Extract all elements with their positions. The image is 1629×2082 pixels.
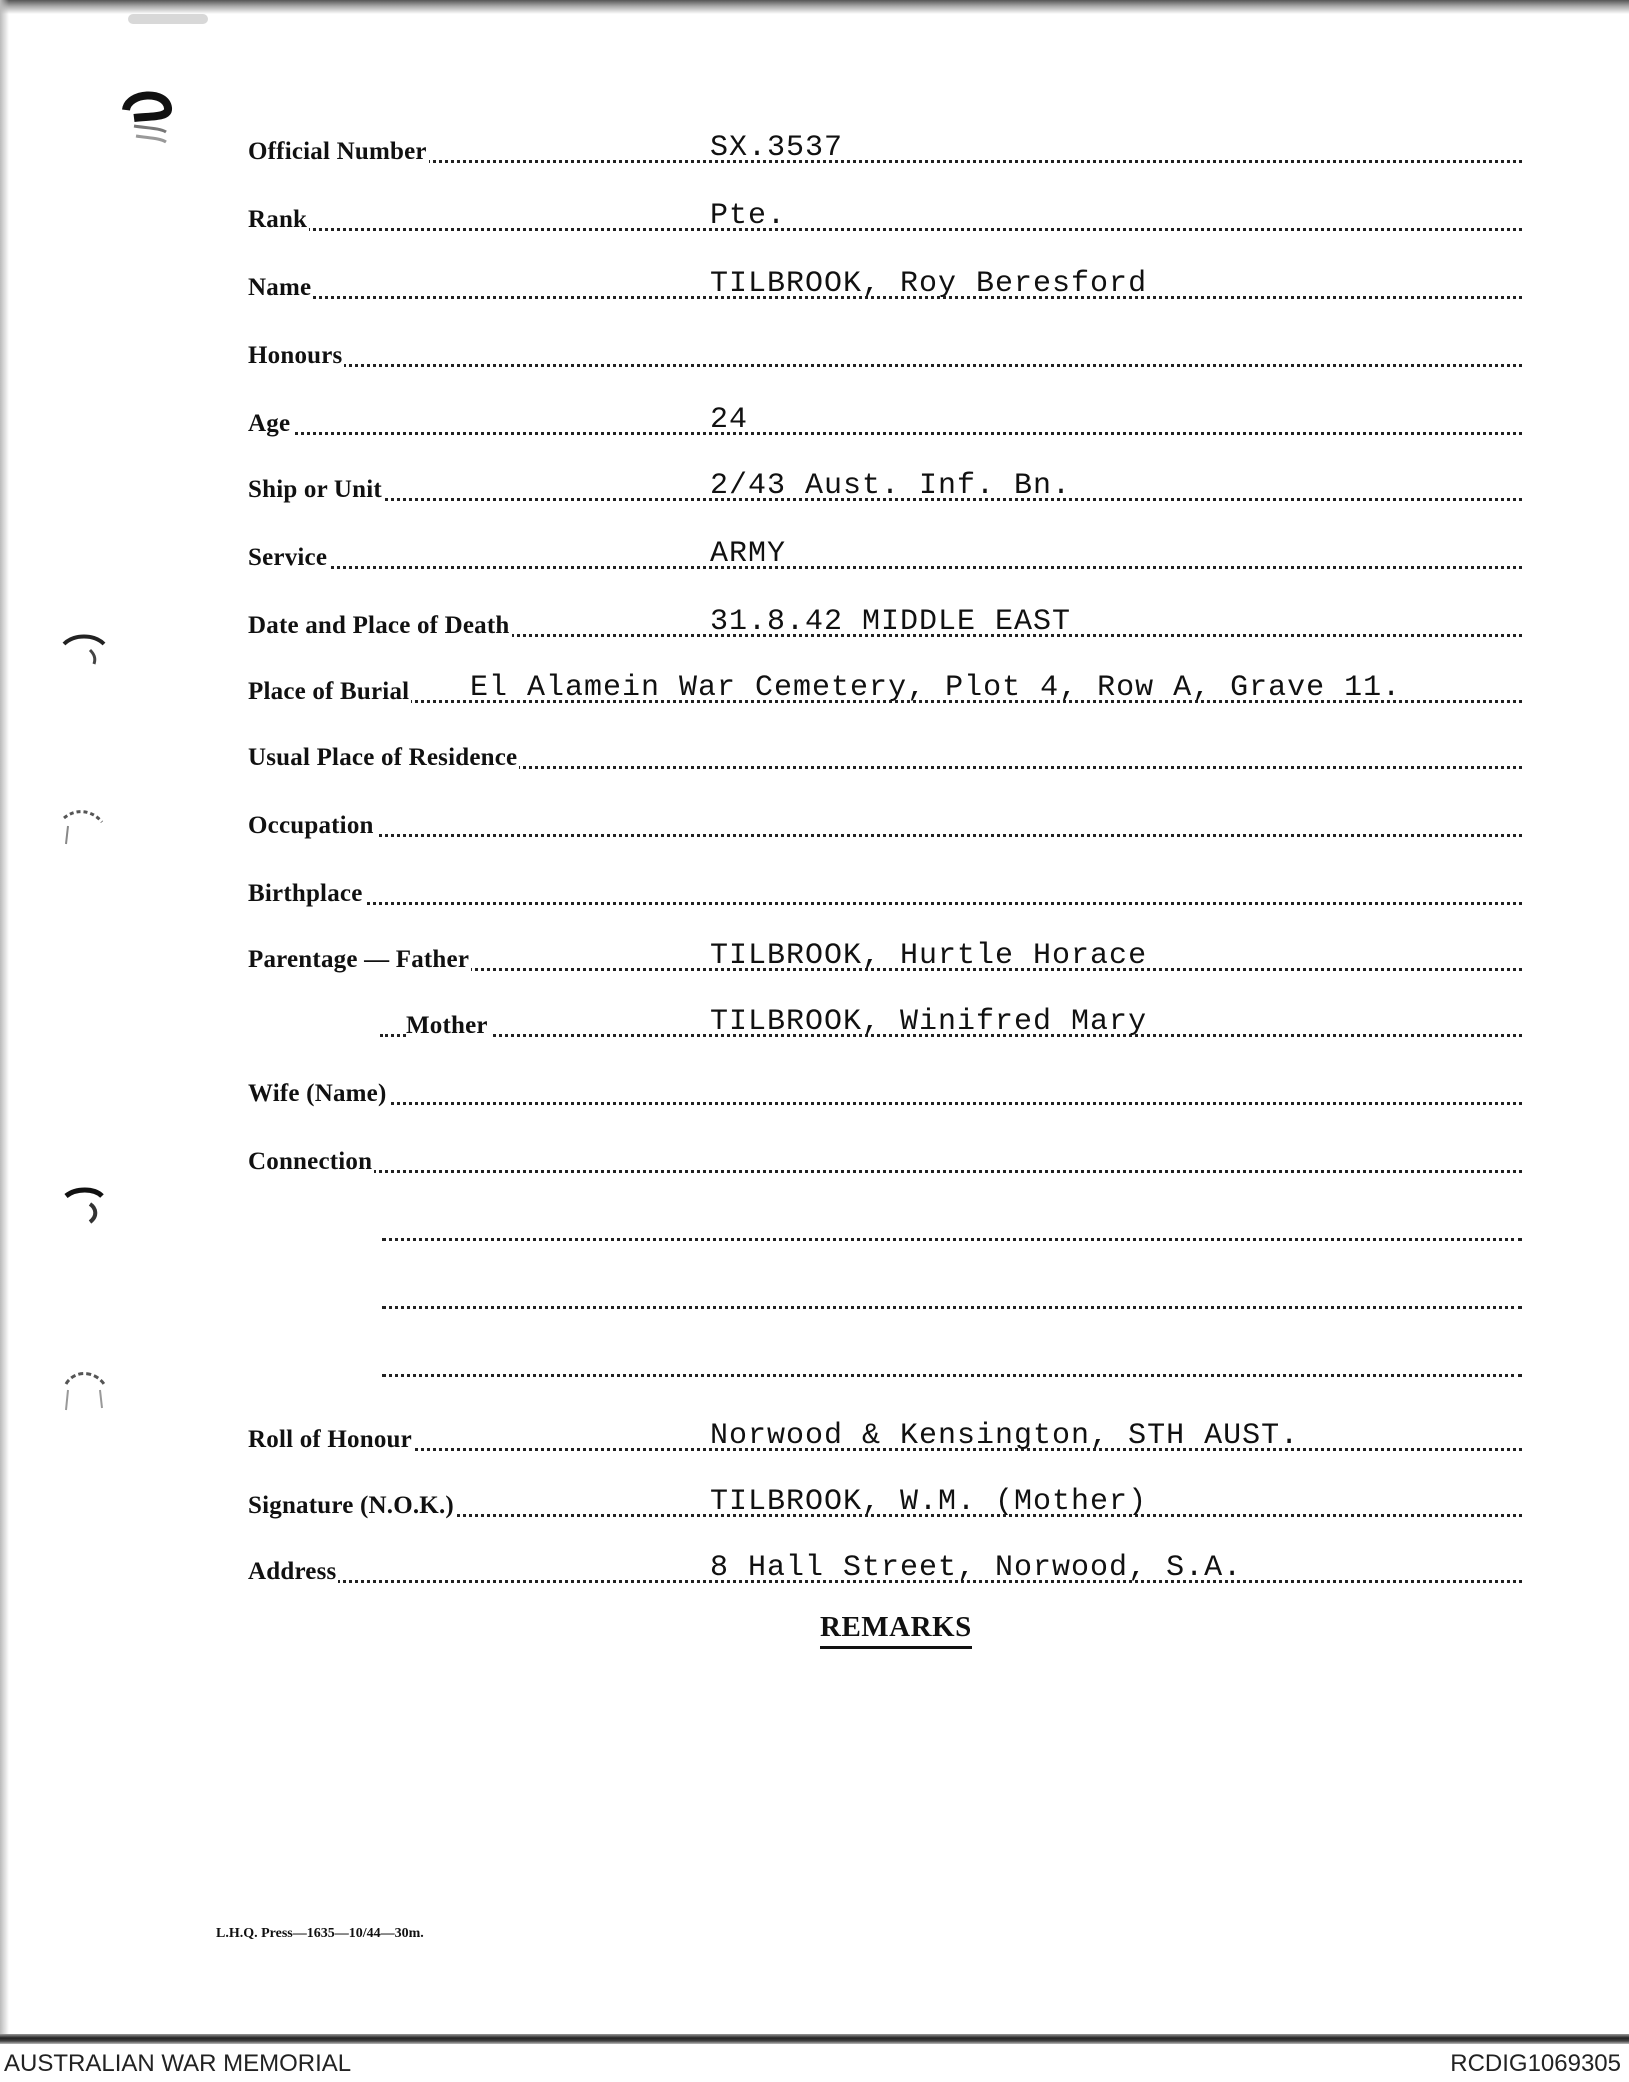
field-label: Address [248,1558,337,1585]
field-official-number [248,130,1522,170]
scan-edge-left [0,0,9,2040]
field-usual-residence [248,736,1522,776]
punch-hole-icon [58,804,110,848]
dotted-leader [248,364,1522,367]
field-connection [248,1140,1522,1180]
field-honours [248,334,1522,374]
scan-edge-top [0,0,1629,14]
connection-blank-line [248,1344,1522,1384]
field-label: Honours [248,342,343,369]
field-ship-or-unit [248,468,1522,508]
field-value: Pte. [710,199,787,233]
field-label: Official Number [248,138,427,165]
field-value: SX.3537 [710,131,844,165]
punch-hole-icon [60,1364,110,1414]
field-value: El Alamein War Cemetery, Plot 4, Row A, Grave 11. [470,671,1402,705]
dotted-leader [248,902,1522,905]
field-label: Mother [406,1012,488,1039]
field-label: Usual Place of Residence [248,744,518,771]
dotted-leader [248,1170,1522,1173]
field-label: Wife (Name) [248,1080,387,1107]
field-value: 24 [710,403,749,437]
remarks-heading: REMARKS [820,1611,972,1649]
field-name [248,266,1522,306]
field-age [248,402,1522,442]
field-value: ARMY [710,537,787,571]
field-label: Birthplace [248,880,363,907]
field-service [248,536,1522,576]
dotted-leader [248,228,1522,231]
field-value: 8 Hall Street, Norwood, S.A. [710,1551,1243,1585]
field-label: Parentage — Father [248,946,470,973]
record-id: RCDIG1069305 [1450,2050,1621,2077]
field-label: Ship or Unit [248,476,382,503]
dotted-leader [382,1238,1522,1241]
field-value: Norwood & Kensington, STH AUST. [710,1419,1300,1453]
punch-hole-icon [60,628,108,668]
field-value: TILBROOK, Winifred Mary [710,1005,1148,1039]
field-label: Roll of Honour [248,1426,412,1453]
field-label: Occupation [248,812,374,839]
field-date-place-of-death [248,604,1522,644]
field-roll-of-honour [248,1418,1522,1458]
field-value: TILBROOK, W.M. (Mother) [710,1485,1148,1519]
dotted-leader [248,432,1522,435]
field-label: Place of Burial [248,678,410,705]
field-value: 31.8.42 MIDDLE EAST [710,605,1072,639]
field-address [248,1550,1522,1590]
field-birthplace [248,872,1522,912]
field-label: Date and Place of Death [248,612,510,639]
connection-blank-line [248,1208,1522,1248]
field-father [248,938,1522,978]
field-value: TILBROOK, Roy Beresford [710,267,1148,301]
press-imprint: L.H.Q. Press—1635—10/44—30m. [216,1926,424,1941]
scan-smudge [128,14,208,24]
connection-blank-line [248,1276,1522,1316]
bottom-rule [0,2034,1629,2044]
field-value: 2/43 Aust. Inf. Bn. [710,469,1072,503]
dotted-leader [382,1306,1522,1309]
field-wife-name [248,1072,1522,1112]
institution-credit: AUSTRALIAN WAR MEMORIAL [4,2050,352,2077]
dotted-leader [248,160,1522,163]
field-rank [248,198,1522,238]
dotted-leader [382,1374,1522,1377]
field-label: Service [248,544,328,571]
field-label: Signature (N.O.K.) [248,1492,454,1519]
field-label: Connection [248,1148,373,1175]
field-label: Rank [248,206,308,233]
field-place-of-burial [248,670,1522,710]
field-mother [248,1004,1522,1044]
field-label: Age [248,410,291,437]
field-occupation [248,804,1522,844]
punch-hole-icon [60,1182,110,1230]
field-value: TILBROOK, Hurtle Horace [710,939,1148,973]
field-label: Name [248,274,312,301]
dotted-leader [248,1102,1522,1105]
field-signature-nok [248,1484,1522,1524]
dotted-leader [248,566,1522,569]
staple-mark-icon [120,88,176,148]
dotted-leader [248,834,1522,837]
